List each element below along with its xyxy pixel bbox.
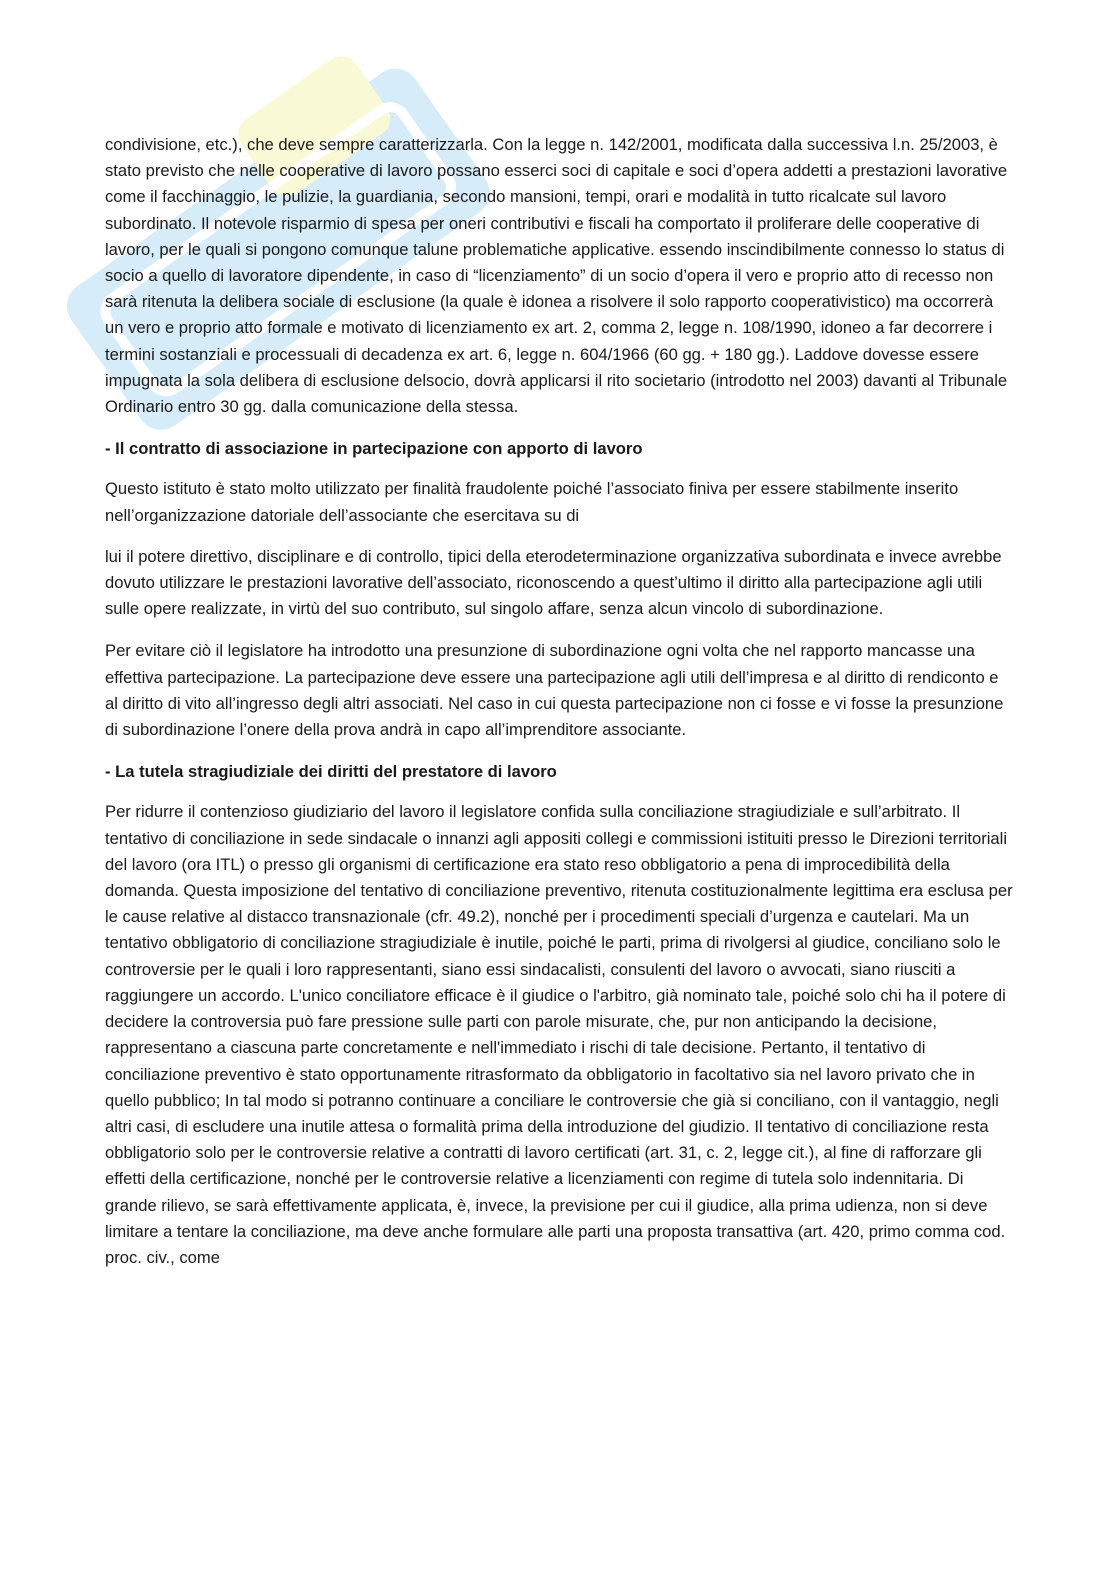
document-page [105, 132, 1015, 1287]
paragraph-presunzione-subordinazione: Per evitare ciò il legislatore ha introdotto una presunzione di subordinazione ogni volta che nel rapporto mancasse una effettiva partecipazione. La partecipazione deve essere una partecipazione agli utili dell’impresa e al diritto di rendiconto e al diritto di vito all’ingresso degli altri associati. Nel caso in cui questa partecipazione non ci fosse e vi fosse la presunzione di subordinazione l’onere della prova andrà in capo all’imprenditore associante. [105, 641, 1004, 740]
paragraph-potere-direttivo: lui il potere direttivo, disciplinare e di controllo, tipici della eterodeterminazione organizzativa subordinata e invece avrebbe dovuto utilizzare le prestazioni lavorative dell’associato, riconoscendo a quest’ultimo il diritto alla partecipazione agli utili sulle opere realizzate, in virtù del suo contributo, sul singolo affare, senza alcun vincolo di subordinazione. [105, 546, 1002, 619]
heading-associazione-partecipazione: - Il contratto di associazione in partecipazione con apporto di lavoro [105, 439, 643, 459]
paragraph-conciliazione: Per ridurre il contenzioso giudiziario del lavoro il legislatore confida sulla conciliazione stragiudiziale e sull’arbitrato. Il tentativo di conciliazione in sede sindacale o innanzi agli appositi collegi e commissioni istituiti presso le Direzioni territoriali del lavoro (ora ITL) o presso gli organismi di certificazione era stato reso obbligatorio a pena di improcedibilità della domanda. Questa imposizione del tentativo di conciliazione preventivo, ritenuta costituzionalmente legittima era esclusa per le cause relative al distacco transnazionale (cfr. 49.2), nonché per i procedimenti speciali d’urgenza e cautelari. Ma un tentativo obbligatorio di conciliazione stragiudiziale è inutile, poiché le parti, prima di rivolgersi al giudice, conciliano solo le controversie per le quali i loro rappresentanti, siano essi sindacalisti, consulenti del lavoro o avvocati, siano riusciti a raggiungere un accordo. L'unico conciliatore efficace è il giudice o l'arbitro, già nominato tale, poiché solo chi ha il potere di decidere la controversia può fare pressione sulle parti con parole misurate, che, pur non anticipando la decisione, rappresentano a ciascuna parte concretamente e nell'immediato i rischi di tale decisione. Pertanto, il tentativo di conciliazione preventivo è stato opportunamente ritrasformato da obbligatorio in facoltativo sia nel lavoro privato che in quello pubblico; In tal modo si potranno continuare a conciliare le controversie che già si conciliano, con il vantaggio, negli altri casi, di escludere una inutile attesa o formalità prima della introduzione del giudizio. Il tentativo di conciliazione resta obbligatorio solo per le controversie relative a contratti di lavoro certificati (art. 31, c. 2, legge cit.), al fine di rafforzare gli effetti della certificazione, nonché per le controversie relative a licenziamenti con regime di tutela solo indennitaria. Di grande rilievo, se sarà effettivamente applicata, è, invece, la previsione per cui il giudice, alla prima udienza, non si deve limitare a tentare la conciliazione, ma deve anche formulare alle parti una proposta transattiva (art. 420, primo comma cod. proc. civ., come [105, 802, 1013, 1267]
paragraph-cooperative-lavoro: condivisione, etc.), che deve sempre caratterizzarla. Con la legge n. 142/2001, modificata dalla successiva l.n. 25/2003, è stato previsto che nelle cooperative di lavoro possano esserci soci di capitale e soci d’opera addetti a prestazioni lavorative come il facchinaggio, le pulizie, la guardiania, secondo mansioni, tempi, orari e modalità in tutto ricalcate sul lavoro subordinato. Il notevole risparmio di spesa per oneri contributivi e fiscali ha comportato il proliferare delle cooperative di lavoro, per le quali si pongono comunque talune problematiche applicative. essendo inscindibilmente connesso lo status di socio a quello di lavoratore dipendente, in caso di “licenziamento” di un socio d’opera il vero e proprio atto di recesso non sarà ritenuta la delibera sociale di esclusione (la quale è idonea a risolvere il solo rapporto cooperativistico) ma occorrerà un vero e proprio atto formale e motivato di licenziamento ex art. 2, comma 2, legge n. 108/1990, idoneo a far decorrere i termini sostanziali e processuali di decadenza ex art. 6, legge n. 604/1966 (60 gg. + 180 gg.). Laddove dovesse essere impugnata la sola delibera di esclusione delsocio, dovrà applicarsi il rito societario (introdotto nel 2003) davanti al Tribunale Ordinario entro 30 gg. dalla comunicazione della stessa. [105, 135, 1008, 417]
heading-tutela-stragiudiziale: - La tutela stragiudiziale dei diritti del prestatore di lavoro [105, 762, 557, 782]
paragraph-istituto-fraudolento: Questo istituto è stato molto utilizzato per finalità fraudolente poiché l’associato finiva per essere stabilmente inserito nell’organizzazione datoriale dell’associante che esercitava su di [105, 479, 959, 525]
